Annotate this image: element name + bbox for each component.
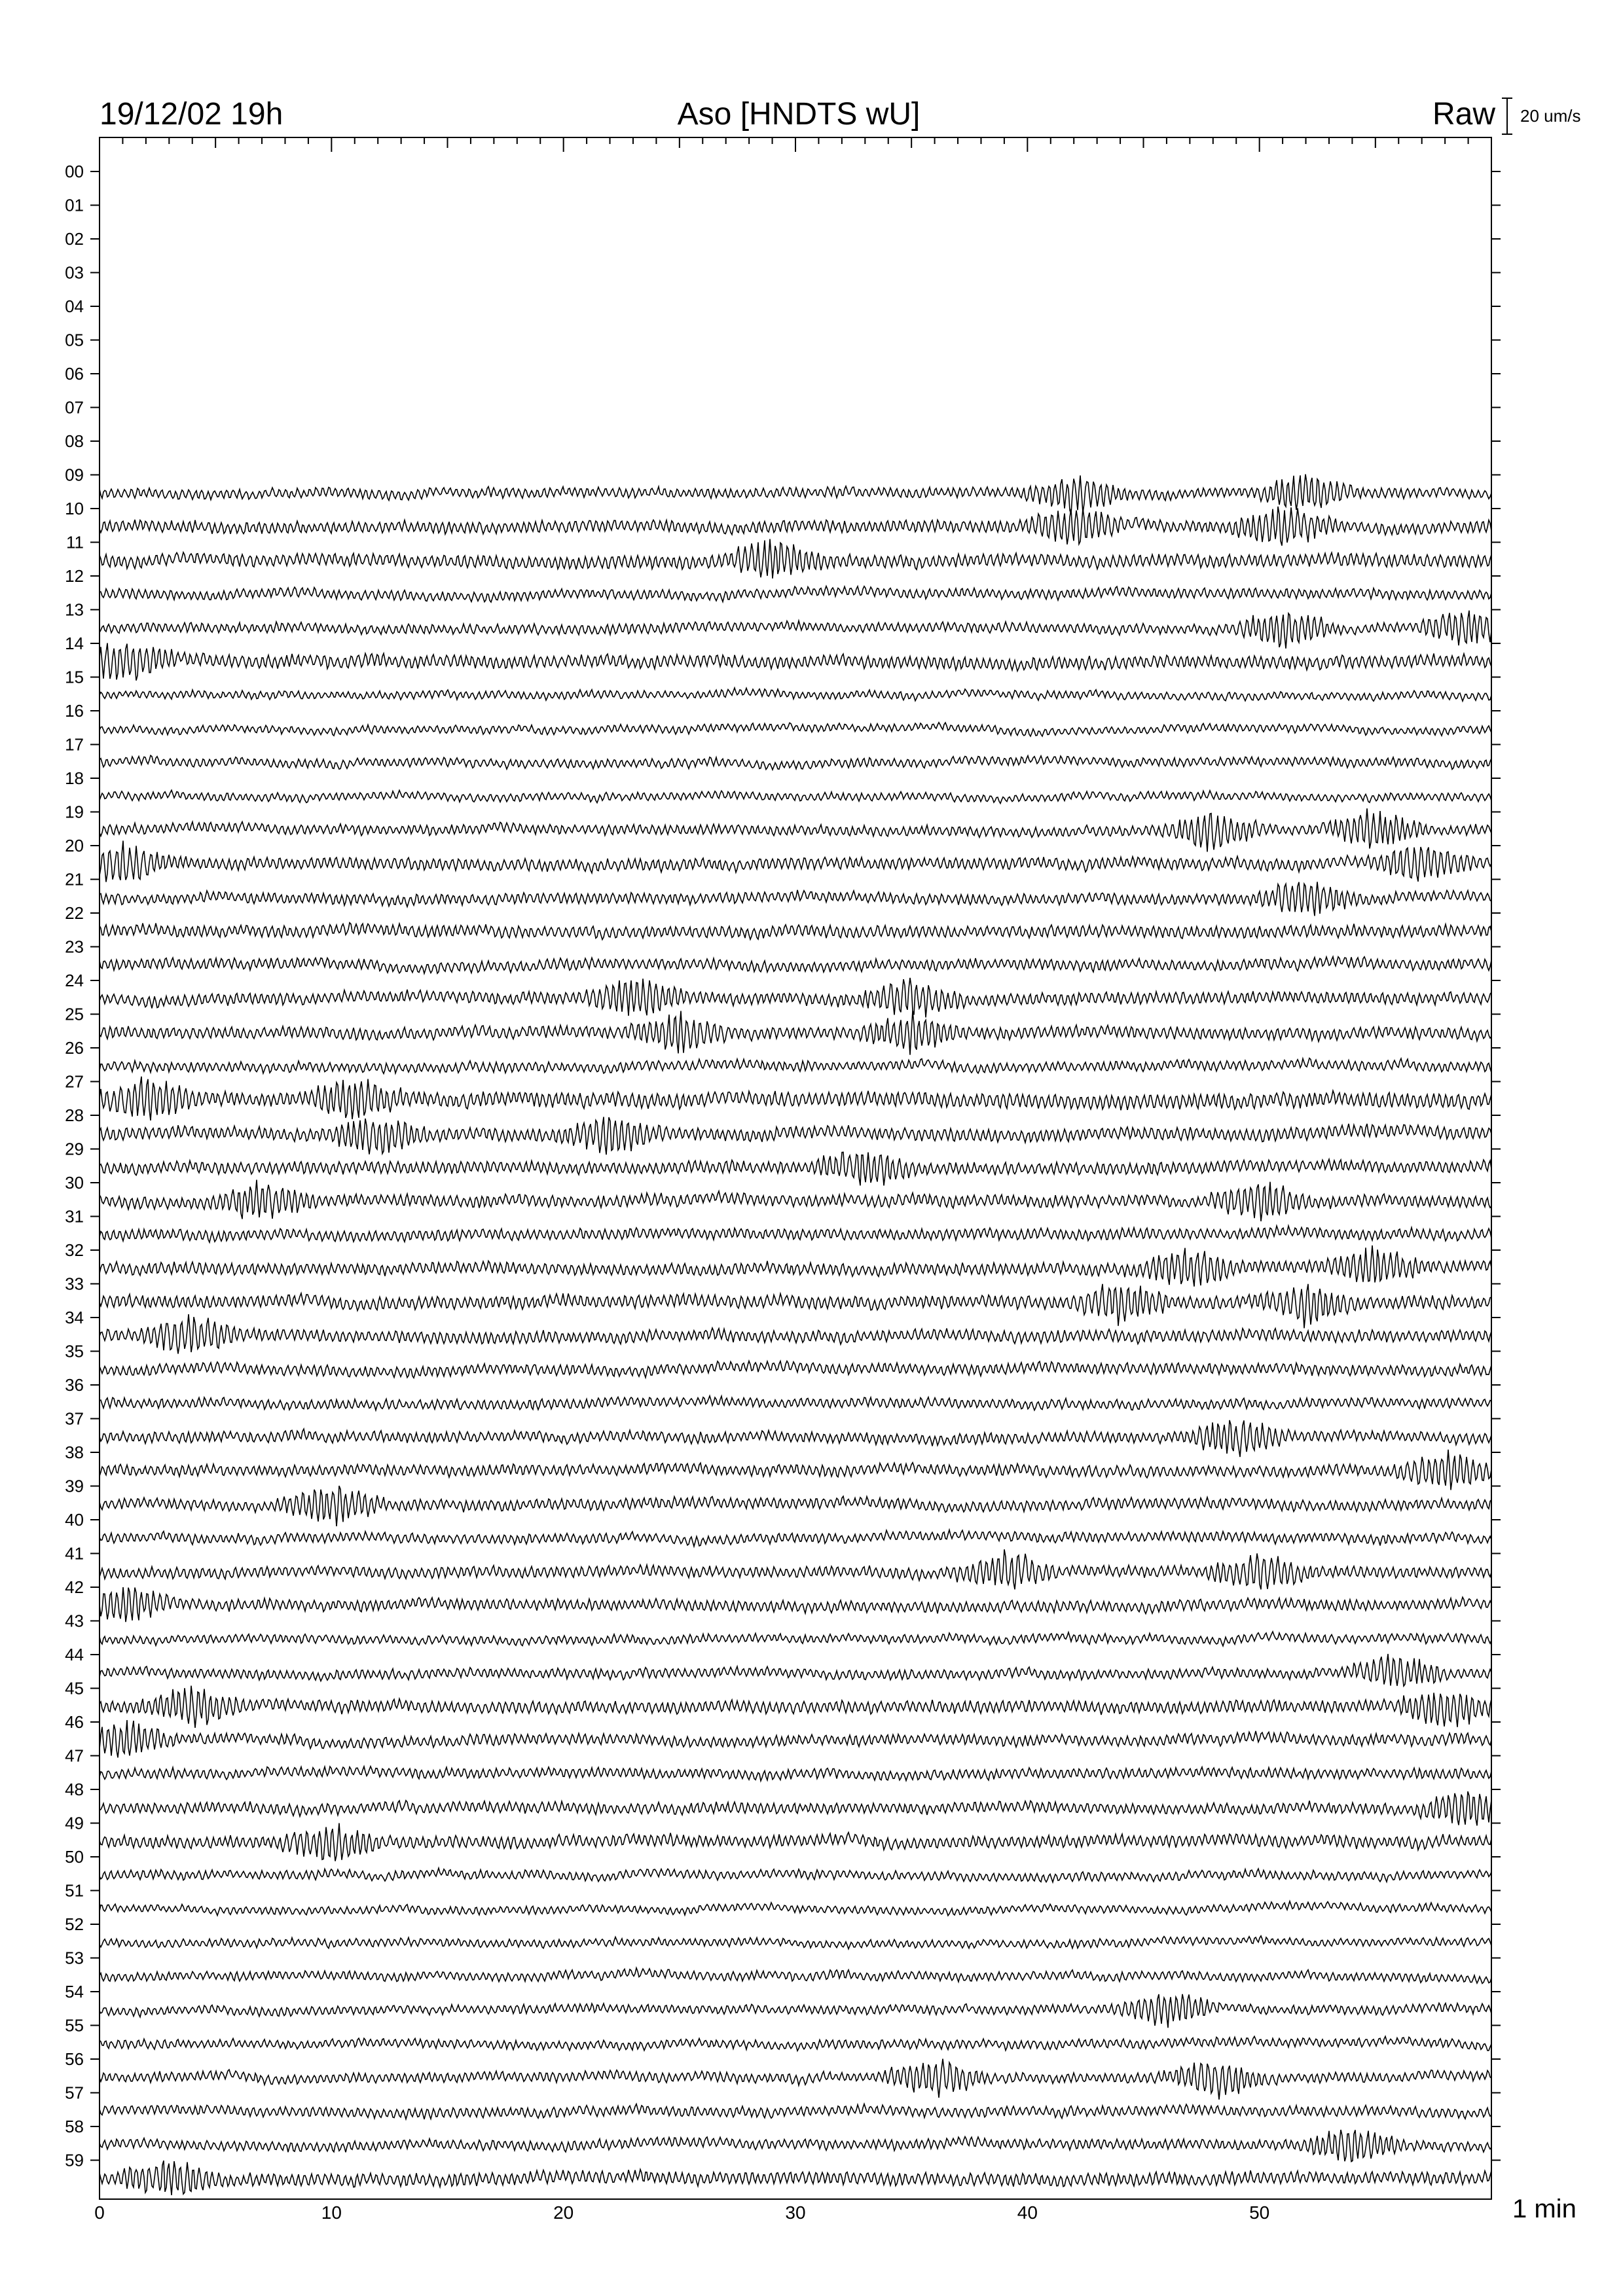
- trace-row-27: [100, 1077, 1491, 1121]
- row-label: 36: [65, 1375, 84, 1395]
- row-label: 03: [65, 262, 84, 283]
- x-tick-label: 10: [321, 2202, 342, 2223]
- trace-row-45: [100, 1686, 1491, 1728]
- row-label: 49: [65, 1813, 84, 1833]
- row-label: 23: [65, 937, 84, 957]
- row-label: 59: [65, 2150, 84, 2170]
- trace-row-58: [100, 2130, 1491, 2162]
- trace-row-48: [100, 1791, 1491, 1825]
- trace-row-29: [100, 1152, 1491, 1185]
- row-label: 04: [65, 296, 84, 316]
- row-label: 57: [65, 2083, 84, 2103]
- minute-ticks: [100, 137, 1491, 152]
- trace-row-28: [100, 1117, 1491, 1155]
- row-label: 37: [65, 1408, 84, 1429]
- trace-row-41: [100, 1549, 1491, 1589]
- row-label: 17: [65, 734, 84, 755]
- row-label: 05: [65, 330, 84, 350]
- x-tick-label: 40: [1017, 2202, 1038, 2223]
- trace-row-55: [100, 2036, 1491, 2051]
- row-label: 16: [65, 701, 84, 721]
- trace-row-13: [100, 611, 1491, 649]
- trace-row-47: [100, 1767, 1491, 1781]
- trace-row-20: [100, 841, 1491, 882]
- row-label: 07: [65, 397, 84, 418]
- row-label: 11: [66, 532, 84, 552]
- trace-row-53: [100, 1968, 1491, 1984]
- row-label: 55: [65, 2015, 84, 2036]
- trace-row-26: [100, 1058, 1491, 1074]
- trace-row-32: [100, 1246, 1491, 1287]
- x-tick-labels: [94, 2202, 1269, 2223]
- chart-datetime: 19/12/02 19h: [100, 97, 283, 132]
- row-label: 43: [65, 1611, 84, 1631]
- row-label: 53: [65, 1948, 84, 1968]
- x-tick-label: 50: [1249, 2202, 1270, 2223]
- trace-row-36: [100, 1396, 1491, 1410]
- row-label: 42: [65, 1577, 84, 1597]
- amplitude-scale-label: 20 um/s: [1520, 106, 1581, 126]
- row-label: 15: [65, 667, 84, 687]
- trace-row-12: [100, 586, 1491, 603]
- amplitude-scale-bar: [1502, 98, 1512, 134]
- row-label: 20: [65, 836, 84, 855]
- x-tick-label: 20: [553, 2202, 574, 2223]
- row-label: 50: [65, 1847, 84, 1867]
- trace-row-30: [100, 1180, 1491, 1221]
- row-label: 54: [65, 1982, 84, 2001]
- trace-row-49: [100, 1823, 1491, 1861]
- row-label: 21: [65, 869, 84, 889]
- trace-row-17: [100, 755, 1491, 770]
- seismic-traces: [100, 475, 1491, 2195]
- trace-row-44: [100, 1654, 1491, 1686]
- row-label: 25: [65, 1004, 84, 1024]
- trace-row-11: [100, 539, 1491, 579]
- trace-row-15: [100, 688, 1491, 701]
- trace-row-56: [100, 2059, 1491, 2100]
- row-label: 29: [65, 1139, 84, 1159]
- row-label: 06: [65, 364, 84, 384]
- row-label: 02: [65, 229, 84, 249]
- trace-row-39: [100, 1486, 1491, 1526]
- trace-row-22: [100, 923, 1491, 940]
- row-label: 32: [65, 1240, 84, 1260]
- row-label: 30: [65, 1173, 84, 1193]
- row-label: 56: [65, 2049, 84, 2069]
- row-label: 24: [65, 971, 84, 990]
- row-label: 51: [65, 1880, 84, 1901]
- x-tick-label: 0: [94, 2202, 105, 2223]
- row-label: 46: [65, 1712, 84, 1732]
- trace-row-14: [100, 643, 1491, 681]
- chart-title: Aso [HNDTS wU]: [677, 97, 921, 132]
- row-label: 47: [65, 1746, 84, 1766]
- trace-row-33: [100, 1284, 1491, 1329]
- trace-row-37: [100, 1420, 1491, 1457]
- chart-mode: Raw: [1432, 97, 1495, 132]
- row-label: 31: [65, 1206, 84, 1227]
- trace-row-43: [100, 1632, 1491, 1646]
- trace-row-31: [100, 1226, 1491, 1242]
- trace-row-19: [100, 808, 1491, 852]
- row-label: 10: [65, 499, 84, 518]
- row-label: 35: [65, 1341, 84, 1361]
- row-label: 12: [65, 566, 84, 586]
- trace-row-16: [100, 723, 1491, 736]
- trace-row-40: [100, 1530, 1491, 1547]
- trace-row-23: [100, 957, 1491, 974]
- row-label: 08: [65, 431, 84, 451]
- trace-row-52: [100, 1936, 1491, 1949]
- trace-row-21: [100, 882, 1491, 916]
- row-labels: [65, 162, 1501, 2170]
- row-label: 01: [65, 195, 84, 215]
- row-label: 14: [65, 634, 84, 653]
- x-tick-label: 30: [785, 2202, 806, 2223]
- row-label: 39: [65, 1476, 84, 1496]
- row-label: 33: [65, 1274, 84, 1294]
- row-label: 45: [65, 1678, 84, 1698]
- x-unit-label: 1 min: [1512, 2195, 1577, 2223]
- trace-row-18: [100, 790, 1491, 803]
- trace-row-50: [100, 1868, 1491, 1882]
- row-label: 44: [65, 1645, 84, 1664]
- row-label: 34: [65, 1308, 84, 1327]
- trace-row-35: [100, 1361, 1491, 1378]
- trace-row-10: [100, 507, 1491, 546]
- trace-row-57: [100, 2104, 1491, 2119]
- row-label: 38: [65, 1443, 84, 1462]
- row-label: 22: [65, 903, 84, 923]
- trace-row-24: [100, 978, 1491, 1018]
- row-label: 27: [65, 1071, 84, 1092]
- trace-row-09: [100, 475, 1491, 514]
- row-label: 26: [65, 1038, 84, 1058]
- row-label: 48: [65, 1780, 84, 1799]
- row-label: 40: [65, 1510, 84, 1530]
- trace-row-25: [100, 1011, 1491, 1055]
- trace-row-54: [100, 1994, 1491, 2028]
- trace-row-51: [100, 1901, 1491, 1916]
- trace-row-34: [100, 1314, 1491, 1354]
- row-label: 58: [65, 2117, 84, 2136]
- row-label: 18: [65, 768, 84, 788]
- row-label: 00: [65, 162, 84, 181]
- trace-row-46: [100, 1720, 1491, 1757]
- row-label: 52: [65, 1914, 84, 1934]
- row-label: 41: [65, 1543, 84, 1564]
- trace-row-38: [100, 1450, 1491, 1490]
- row-label: 28: [65, 1105, 84, 1125]
- row-label: 19: [65, 802, 84, 822]
- row-label: 13: [65, 600, 84, 620]
- trace-row-59: [100, 2161, 1491, 2195]
- row-label: 09: [65, 465, 84, 485]
- trace-row-42: [100, 1587, 1491, 1622]
